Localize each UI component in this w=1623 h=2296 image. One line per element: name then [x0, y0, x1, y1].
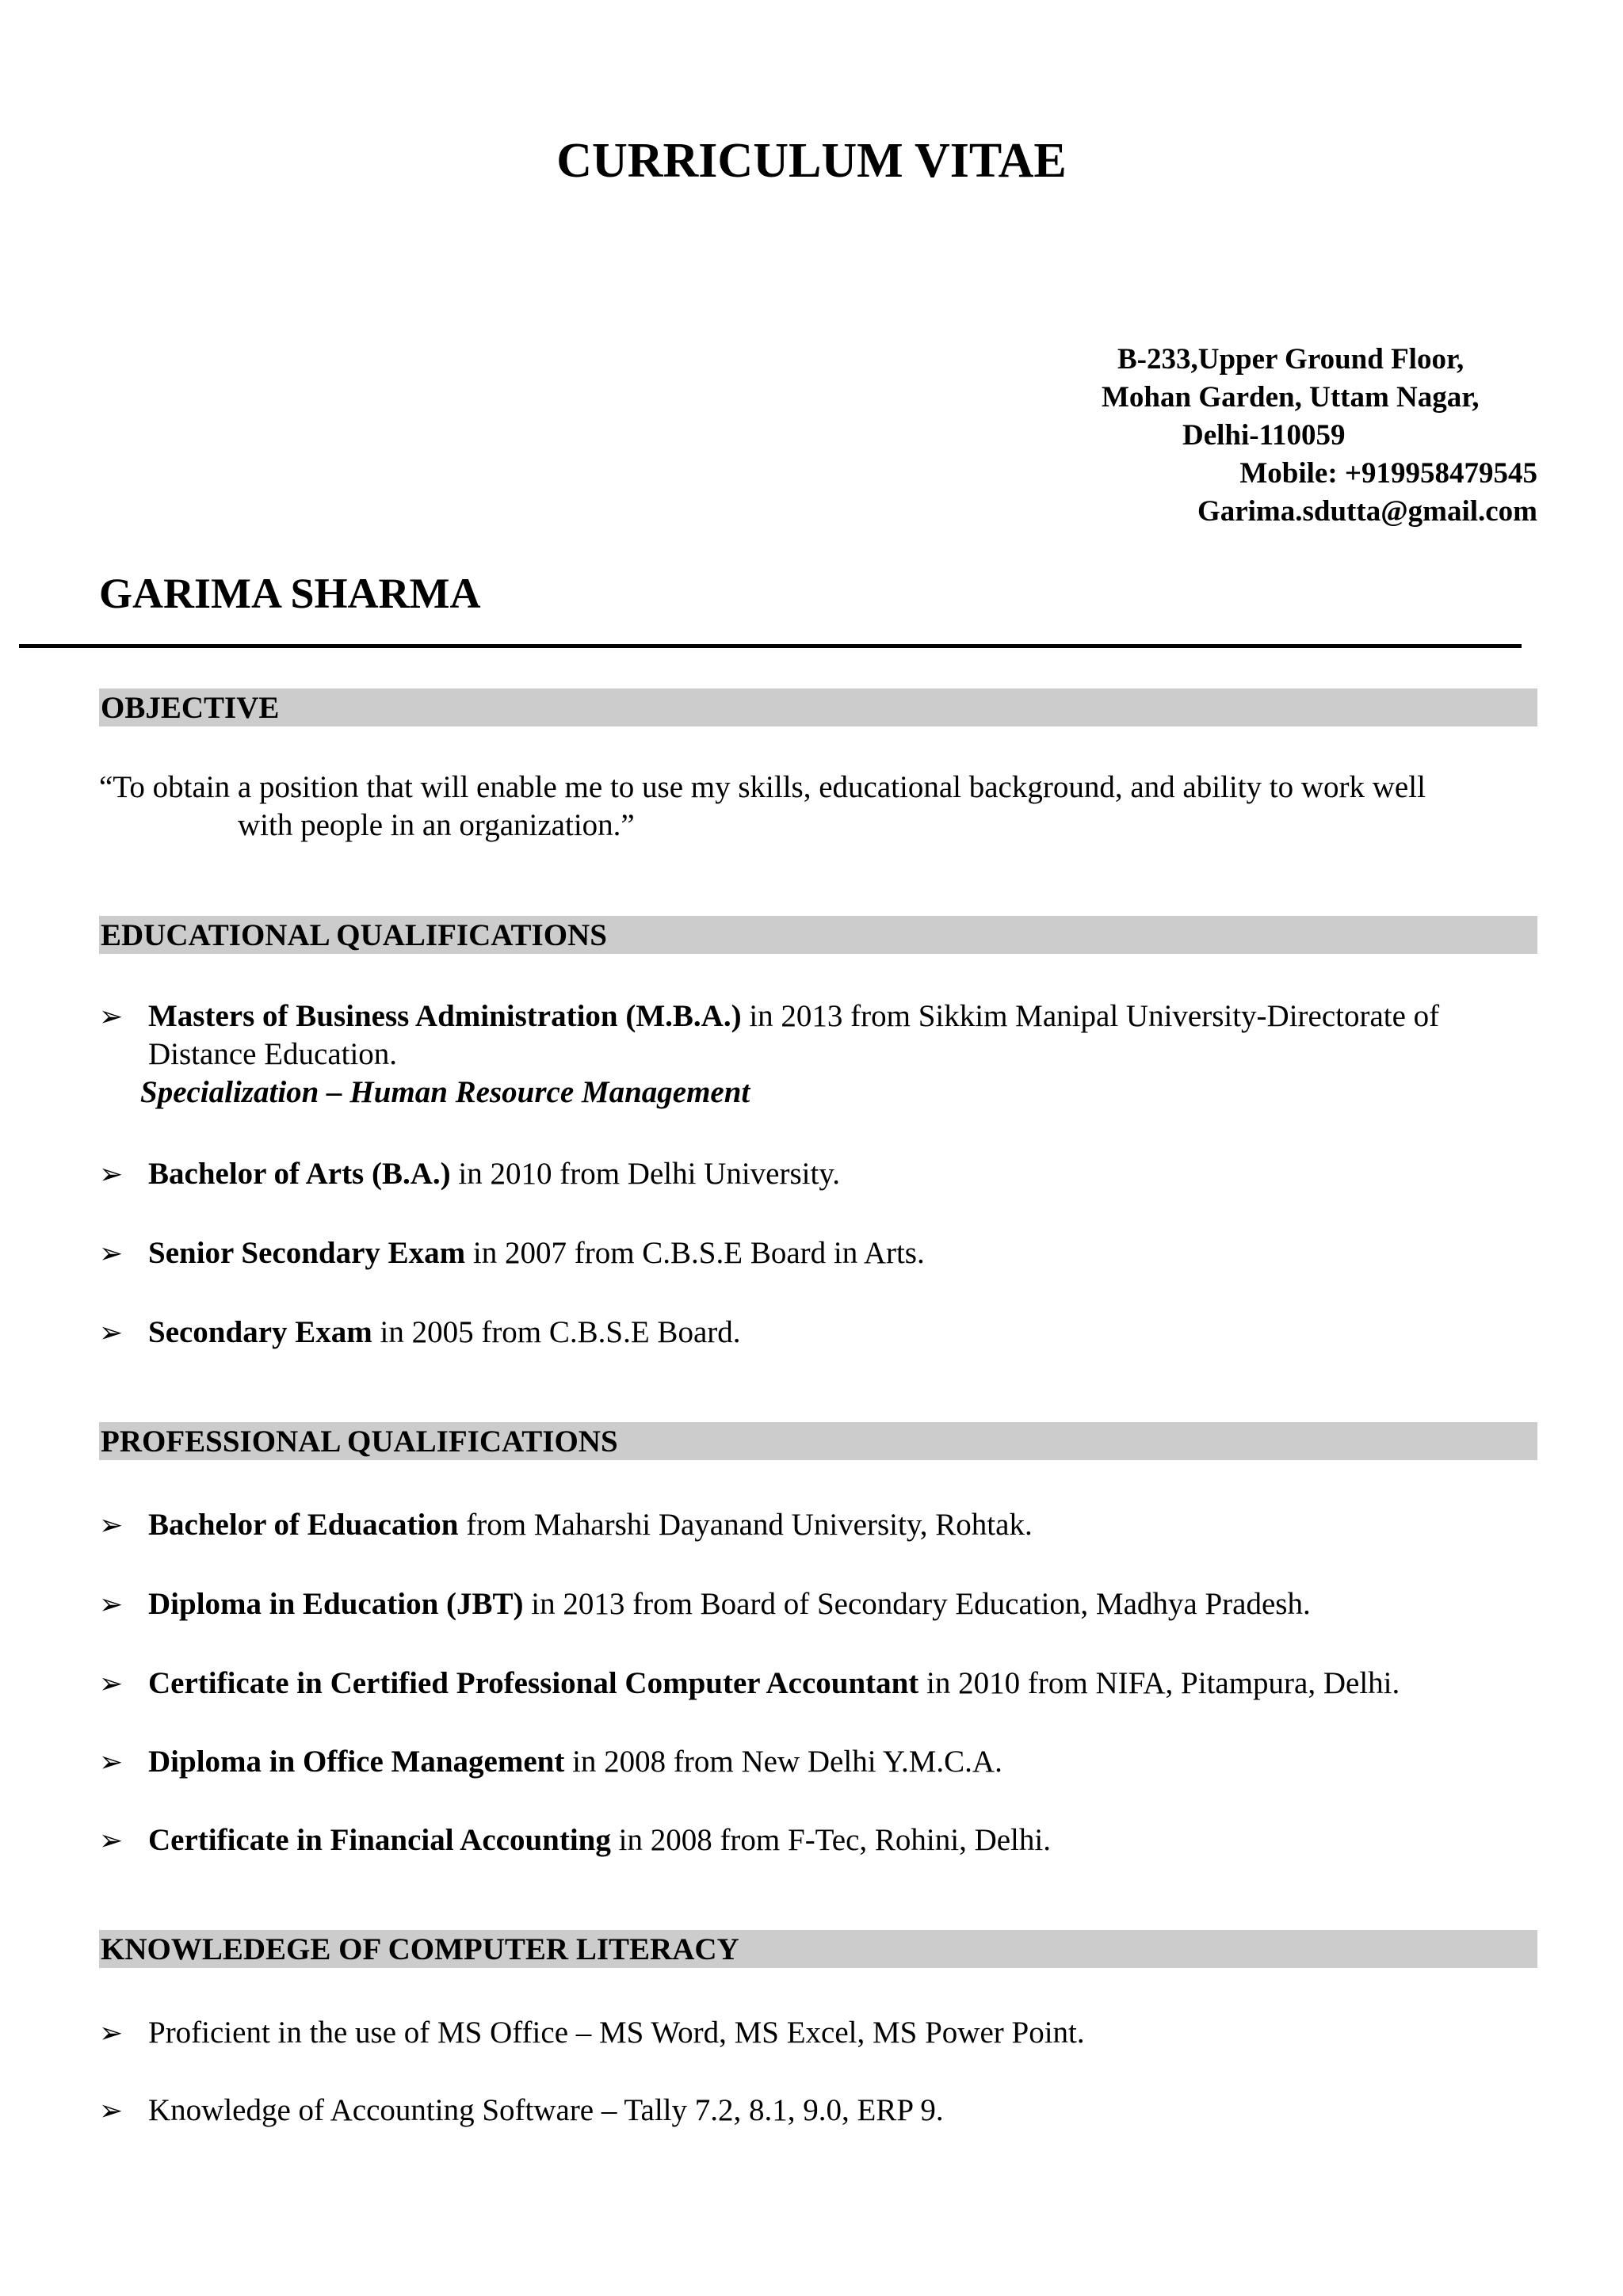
objective-line-1: “To obtain a position that will enable me to use my skills, educational background, and ability to work well [99, 770, 1426, 804]
bullet-icon: ➢ [99, 1001, 124, 1032]
bullet-icon: ➢ [99, 1589, 124, 1620]
section-objective [99, 688, 1537, 727]
computer-item-accounting-software: Knowledge of Accounting Software – Tally 7.2, 8.1, 9.0, ERP 9. [148, 2093, 944, 2127]
candidate-name: GARIMA SHARMA [99, 570, 481, 617]
bullet-icon: ➢ [99, 1509, 124, 1541]
email-address: Garima.sdutta@gmail.com [1197, 495, 1537, 528]
education-item-mba: Masters of Business Administration (M.B.A.) in 2013 from Sikkim Manipal University-Directorate of [148, 999, 1440, 1033]
section-heading: KNOWLEDEGE OF COMPUTER LITERACY [101, 1932, 739, 1966]
section-heading: PROFESSIONAL QUALIFICATIONS [101, 1425, 618, 1459]
specialization: Specialization – Human Resource Management [140, 1075, 750, 1109]
bullet-icon: ➢ [99, 1825, 124, 1856]
section-education [99, 916, 1537, 954]
education-item-secondary: Secondary Exam in 2005 from C.B.S.E Board. [148, 1315, 741, 1349]
education-item-ba: Bachelor of Arts (B.A.) in 2010 from Delhi University. [148, 1157, 841, 1191]
document-title: CURRICULUM VITAE [556, 134, 1067, 188]
section-professional [99, 1422, 1537, 1460]
professional-item-jbt: Diploma in Education (JBT) in 2013 from Board of Secondary Education, Madhya Pradesh. [148, 1587, 1311, 1621]
objective-line-2: with people in an organization.” [238, 808, 635, 842]
address-line-1: B-233,Upper Ground Floor, [1117, 343, 1465, 376]
section-heading: EDUCATIONAL QUALIFICATIONS [101, 918, 607, 952]
section-computer-literacy [99, 1930, 1537, 1968]
section-heading: OBJECTIVE [101, 691, 280, 725]
header-divider [19, 644, 1522, 648]
education-item-mba-continued: Distance Education. [148, 1037, 398, 1071]
professional-item-financial-accounting: Certificate in Financial Accounting in 2008 from F-Tec, Rohini, Delhi. [148, 1823, 1051, 1857]
bullet-icon: ➢ [99, 2095, 124, 2126]
professional-item-cpca: Certificate in Certified Professional Computer Accountant in 2010 from NIFA, Pitampura, Delhi. [148, 1666, 1400, 1700]
bullet-icon: ➢ [99, 1158, 124, 1190]
computer-item-ms-office: Proficient in the use of MS Office – MS Word, MS Excel, MS Power Point. [148, 2016, 1085, 2050]
professional-item-bed: Bachelor of Eduacation from Maharshi Dayanand University, Rohtak. [148, 1508, 1033, 1542]
bullet-icon: ➢ [99, 1238, 124, 1269]
bullet-icon: ➢ [99, 1668, 124, 1699]
education-item-senior-secondary: Senior Secondary Exam in 2007 from C.B.S.E Board in Arts. [148, 1236, 925, 1270]
bullet-icon: ➢ [99, 2017, 124, 2049]
address-line-2: Mohan Garden, Uttam Nagar, [1102, 381, 1480, 414]
address-line-3: Delhi-110059 [1182, 419, 1346, 452]
bullet-icon: ➢ [99, 1317, 124, 1348]
bullet-icon: ➢ [99, 1746, 124, 1778]
mobile-number: Mobile: +919958479545 [1239, 457, 1537, 490]
professional-item-office-management: Diploma in Office Management in 2008 from New Delhi Y.M.C.A. [148, 1745, 1002, 1779]
